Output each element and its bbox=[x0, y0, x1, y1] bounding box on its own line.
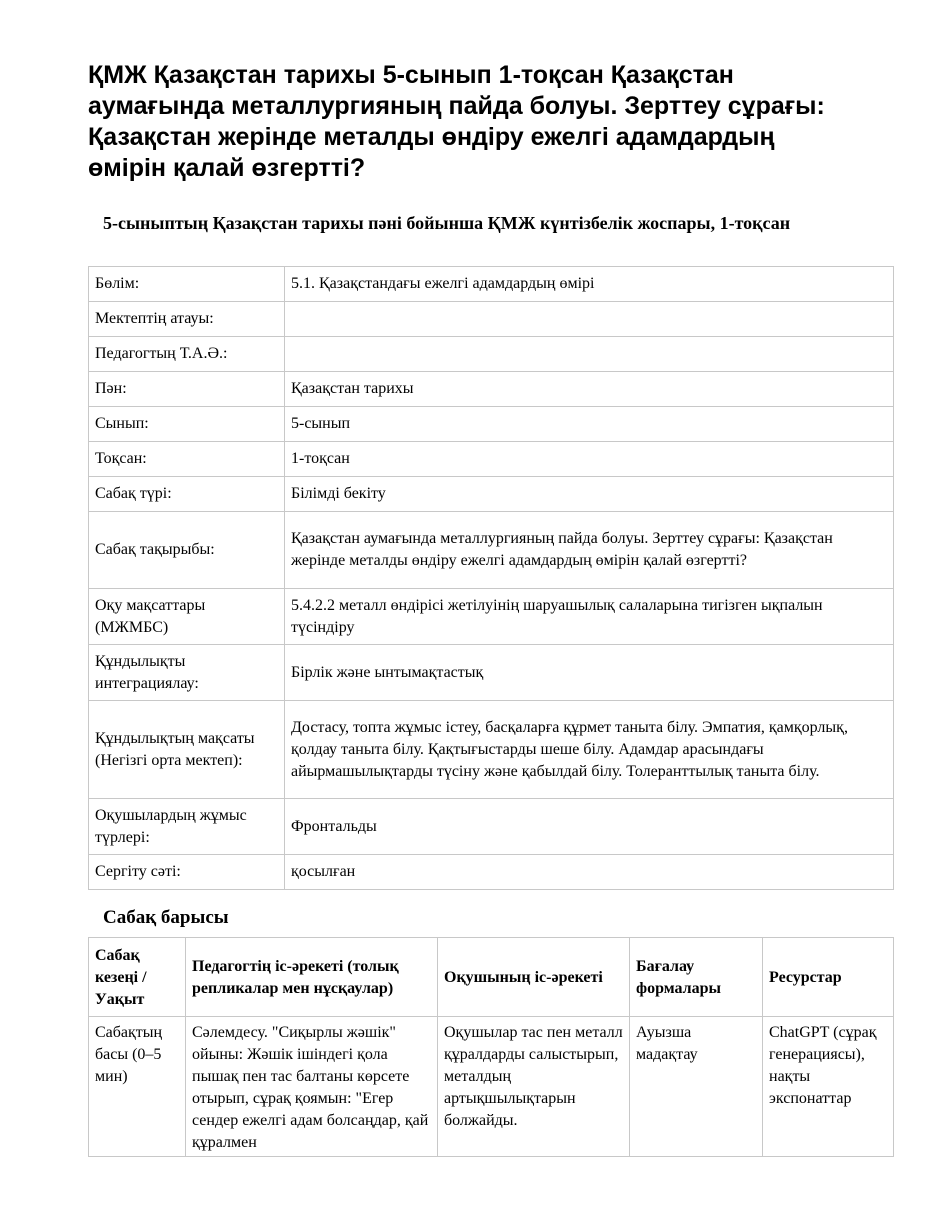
lesson-student-cell: Оқушылар тас пен металл құралдарды салыстырып, металдың артықшылықтарын болжайды. bbox=[438, 1017, 630, 1157]
plan-table bbox=[88, 266, 894, 890]
lesson-header-row bbox=[89, 938, 894, 1017]
plan-row-value: 1-тоқсан bbox=[285, 442, 894, 477]
plan-row-value: 5-сынып bbox=[285, 407, 894, 442]
lesson-resources-cell: ChatGPT (сұрақ генерациясы), нақты экспонаттар bbox=[763, 1017, 894, 1157]
plan-row-refresher bbox=[89, 855, 894, 890]
plan-row-lesson-type bbox=[89, 477, 894, 512]
plan-row-value: Достасу, топта жұмыс істеу, басқаларға құрмет таныта білу. Эмпатия, қамқорлық, қолдау таныта білу. Қақтығыстарды шеше білу. Адамдар арасындағы айырмашылықтарды түсіну және қабылдай білу. Толеранттылық таныта білу. bbox=[285, 701, 894, 799]
plan-row-value-integration bbox=[89, 645, 894, 701]
plan-row-value bbox=[285, 302, 894, 337]
plan-row-label: Сынып: bbox=[89, 407, 285, 442]
plan-row-value: қосылған bbox=[285, 855, 894, 890]
plan-row-value: 5.4.2.2 металл өндірісі жетілуінің шаруашылық салаларына тигізген ықпалын түсіндіру bbox=[285, 589, 894, 645]
plan-row-label: Оқушылардың жұмыс түрлері: bbox=[89, 799, 285, 855]
column-header-resources: Ресурстар bbox=[763, 938, 894, 1017]
plan-row-value: 5.1. Қазақстандағы ежелгі адамдардың өмірі bbox=[285, 267, 894, 302]
plan-row-value: Фронтальды bbox=[285, 799, 894, 855]
plan-row-work-forms bbox=[89, 799, 894, 855]
plan-row-quarter bbox=[89, 442, 894, 477]
plan-row-label: Сергіту сәті: bbox=[89, 855, 285, 890]
plan-heading: 5-сыныптың Қазақстан тарихы пәні бойынша ҚМЖ күнтізбелік жоспары, 1-тоқсан bbox=[103, 213, 791, 233]
plan-row-label: Сабақ түрі: bbox=[89, 477, 285, 512]
plan-row-lesson-topic bbox=[89, 512, 894, 589]
plan-row-label: Сабақ тақырыбы: bbox=[89, 512, 285, 589]
plan-row-label: Оқу мақсаттары (МЖМБС) bbox=[89, 589, 285, 645]
plan-row-subject bbox=[89, 372, 894, 407]
plan-row-label: Бөлім: bbox=[89, 267, 285, 302]
lesson-assessment-cell: Ауызша мадақтау bbox=[630, 1017, 763, 1157]
lesson-row bbox=[89, 1017, 894, 1157]
plan-row-label: Пән: bbox=[89, 372, 285, 407]
plan-row-value-goal bbox=[89, 701, 894, 799]
column-header-stage: Сабақ кезеңі / Уақыт bbox=[89, 938, 186, 1017]
column-header-assessment: Бағалау формалары bbox=[630, 938, 763, 1017]
plan-row-label: Мектептің атауы: bbox=[89, 302, 285, 337]
plan-row-label: Педагогтың Т.А.Ә.: bbox=[89, 337, 285, 372]
plan-row-value: Қазақстан тарихы bbox=[285, 372, 894, 407]
plan-row-grade bbox=[89, 407, 894, 442]
plan-row-learning-objectives bbox=[89, 589, 894, 645]
plan-row-label: Тоқсан: bbox=[89, 442, 285, 477]
plan-row-teacher bbox=[89, 337, 894, 372]
plan-row-value: Білімді бекіту bbox=[285, 477, 894, 512]
lesson-table bbox=[88, 937, 894, 1157]
column-header-student: Оқушының іс-әрекеті bbox=[438, 938, 630, 1017]
plan-row-label: Құндылықтың мақсаты (Негізгі орта мектеп): bbox=[89, 701, 285, 799]
plan-row-value: Қазақстан аумағында металлургияның пайда болуы. Зерттеу сұрағы: Қазақстан жерінде металды өндіру ежелгі адамдардың өмірін қалай өзгертті? bbox=[285, 512, 894, 589]
lesson-flow-heading: Сабақ барысы bbox=[103, 907, 229, 928]
plan-row-value bbox=[285, 337, 894, 372]
document-title: ҚМЖ Қазақстан тарихы 5-сынып 1-тоқсан Қазақстан аумағында металлургияның пайда болуы. Зерттеу сұрағы: Қазақстан жерінде металды өндіру ежелгі адамдардың өмірін қалай өзгертті? bbox=[88, 61, 825, 182]
plan-row-section bbox=[89, 267, 894, 302]
plan-row-label: Құндылықты интеграциялау: bbox=[89, 645, 285, 701]
column-header-teacher: Педагогтің іс-әрекеті (толық репликалар мен нұсқаулар) bbox=[186, 938, 438, 1017]
plan-row-value: Бірлік және ынтымақтастық bbox=[285, 645, 894, 701]
lesson-teacher-cell: Сәлемдесу. "Сиқырлы жәшік" ойыны: Жәшік ішіндегі қола пышақ пен тас балтаны көрсете отырып, сұрақ қоямын: "Егер сендер ежелгі адам болсаңдар, қай құралмен bbox=[186, 1017, 438, 1157]
plan-row-school bbox=[89, 302, 894, 337]
lesson-stage-cell: Сабақтың басы (0–5 мин) bbox=[89, 1017, 186, 1157]
